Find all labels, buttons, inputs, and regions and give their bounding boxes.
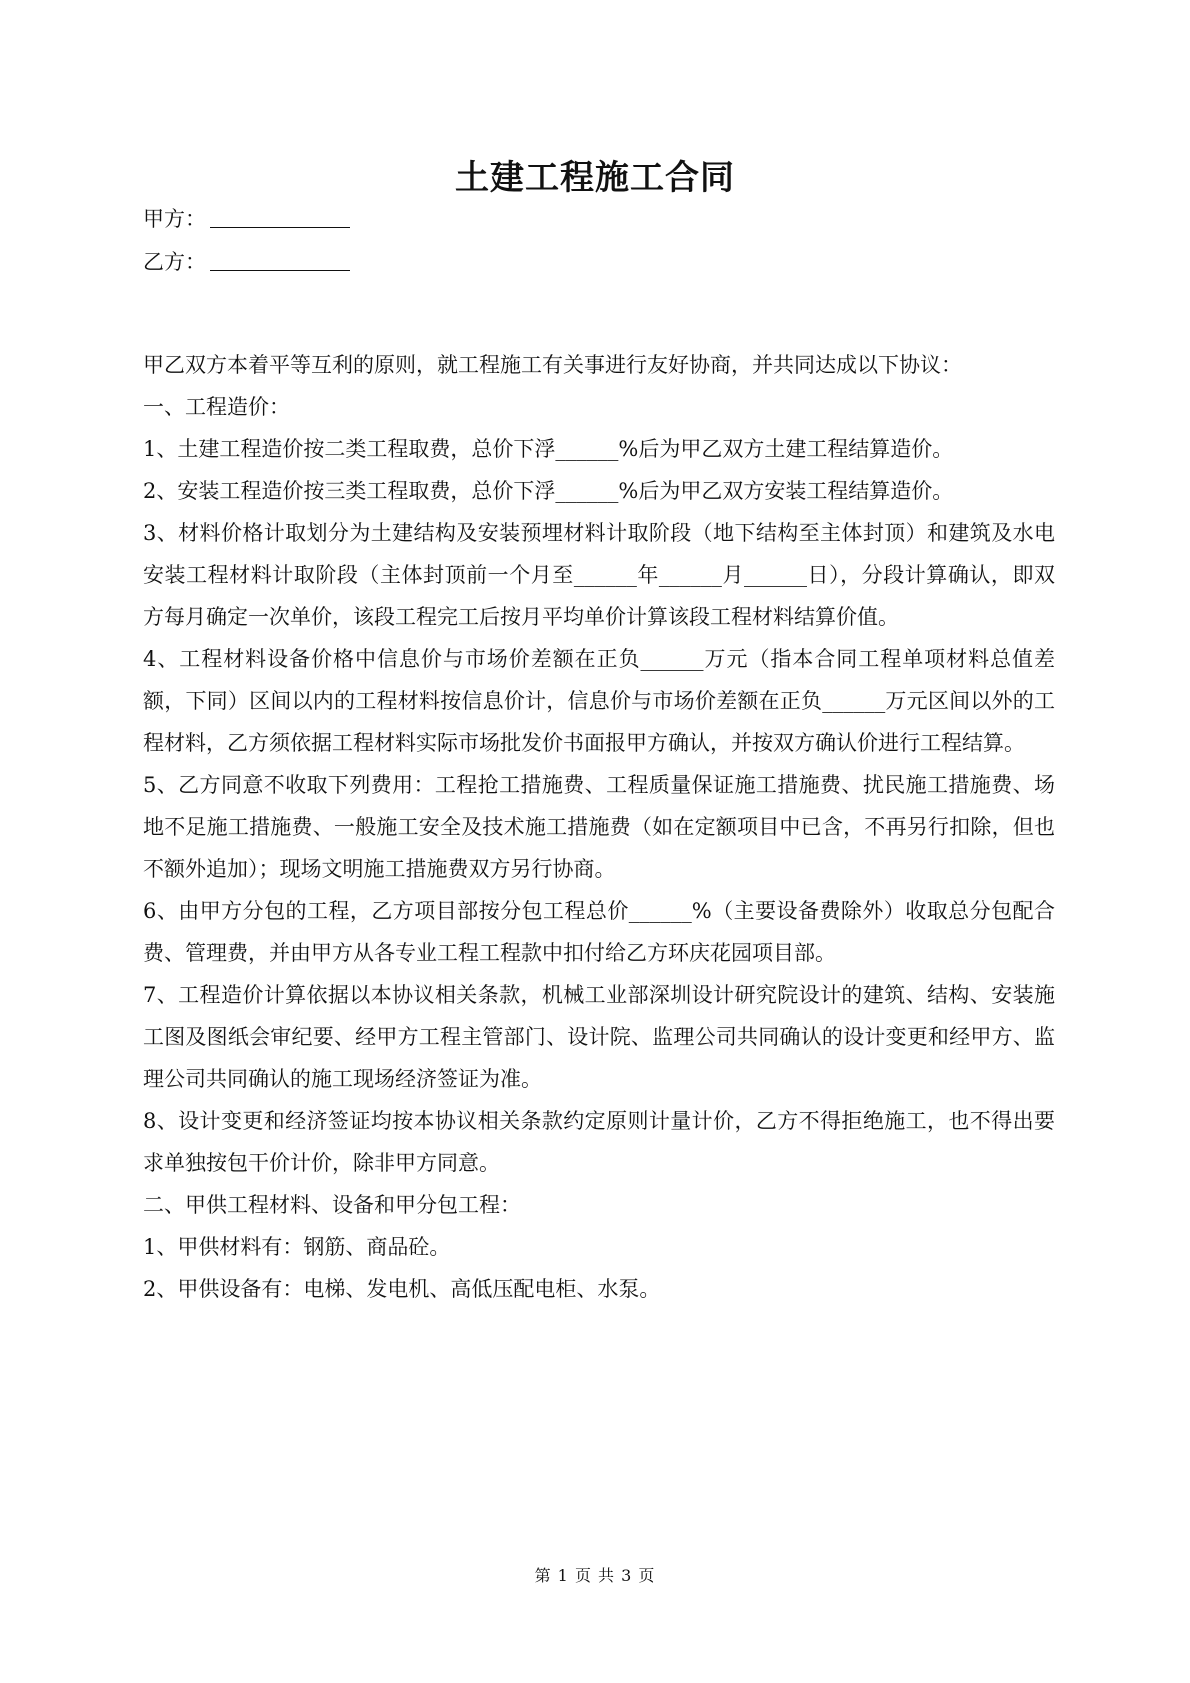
party-a-blank bbox=[210, 207, 350, 228]
section-heading-1: 一、工程造价： bbox=[143, 395, 290, 419]
clause-2-2: 2、甲供设备有：电梯、发电机、高低压配电柜、水泵。 bbox=[143, 1277, 661, 1301]
page-footer: 第 1 页 共 3 页 bbox=[534, 1566, 656, 1585]
section-heading-2: 二、甲供工程材料、设备和甲分包工程： bbox=[143, 1193, 521, 1217]
clause-1-5: 5、乙方同意不收取下列费用：工程抢工措施费、工程质量保证施工措施费、扰民施工措施费、场地不足施工措施费、一般施工安全及技术施工措施费（如在定额项目中已含，不再另行扣除，但也不额外追加）；现场文明施工措施费双方另行协商。 bbox=[143, 773, 1055, 881]
party-b-line bbox=[143, 246, 350, 276]
clause-1-8: 8、设计变更和经济签证均按本协议相关条款约定原则计量计价，乙方不得拒绝施工，也不得出要求单独按包干价计价，除非甲方同意。 bbox=[143, 1109, 1055, 1175]
clause-1-2: 2、安装工程造价按三类工程取费，总价下浮______%后为甲乙双方安装工程结算造价。 bbox=[143, 479, 954, 503]
clause-1-3: 3、材料价格计取划分为土建结构及安装预埋材料计取阶段（地下结构至主体封顶）和建筑及水电安装工程材料计取阶段（主体封顶前一个月至______年______月______日），分段计算确认，即双方每月确定一次单价，该段工程完工后按月平均单价计算该段工程材料结算价值。 bbox=[143, 521, 1055, 629]
intro-paragraph: 甲乙双方本着平等互利的原则，就工程施工有关事进行友好协商，并共同达成以下协议： bbox=[143, 353, 962, 377]
clause-1-7: 7、工程造价计算依据以本协议相关条款，机械工业部深圳设计研究院设计的建筑、结构、安装施工图及图纸会审纪要、经甲方工程主管部门、设计院、监理公司共同确认的设计变更和经甲方、监理公司共同确认的施工现场经济签证为准。 bbox=[143, 983, 1055, 1091]
clause-1-4: 4、工程材料设备价格中信息价与市场价差额在正负______万元（指本合同工程单项材料总值差额，下同）区间以内的工程材料按信息价计，信息价与市场价差额在正负______万元区间以外的工程材料，乙方须依据工程材料实际市场批发价书面报甲方确认，并按双方确认价进行工程结算。 bbox=[143, 647, 1055, 755]
contract-body bbox=[143, 344, 1055, 1310]
clause-1-6: 6、由甲方分包的工程，乙方项目部按分包工程总价______%（主要设备费除外）收取总分包配合费、管理费，并由甲方从各专业工程工程款中扣付给乙方环庆花园项目部。 bbox=[143, 899, 1055, 965]
party-a-line bbox=[143, 203, 350, 233]
clause-2-1: 1、甲供材料有：钢筋、商品砼。 bbox=[143, 1235, 451, 1259]
party-a-label: 甲方： bbox=[143, 207, 206, 231]
party-b-blank bbox=[210, 250, 350, 271]
party-b-label: 乙方： bbox=[143, 250, 206, 274]
document-title: 土建工程施工合同 bbox=[455, 158, 735, 198]
clause-1-1: 1、土建工程造价按二类工程取费，总价下浮______%后为甲乙双方土建工程结算造价。 bbox=[143, 437, 954, 461]
